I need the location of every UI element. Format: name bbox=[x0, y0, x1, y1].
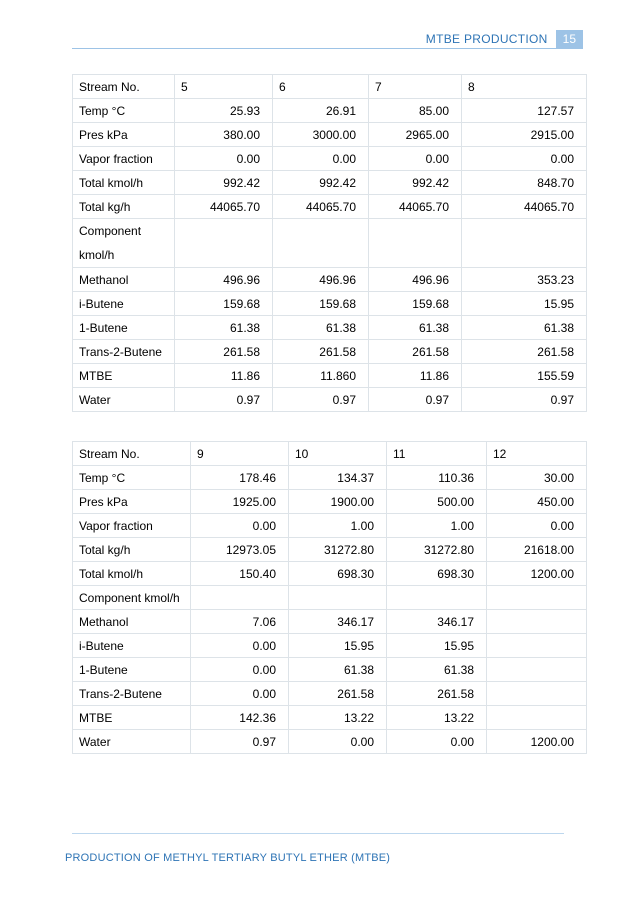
footer-divider bbox=[72, 833, 564, 834]
table-cell: 155.59 bbox=[462, 364, 587, 388]
row-label: MTBE bbox=[73, 364, 175, 388]
table-cell: 1900.00 bbox=[289, 490, 387, 514]
row-label: Trans-2-Butene bbox=[73, 682, 191, 706]
table-cell: 261.58 bbox=[369, 340, 462, 364]
table-cell: 11.86 bbox=[369, 364, 462, 388]
table-cell: 0.97 bbox=[191, 730, 289, 754]
table-cell bbox=[487, 706, 587, 730]
table-cell: 500.00 bbox=[387, 490, 487, 514]
stream-number: 11 bbox=[387, 442, 487, 466]
table-row bbox=[73, 171, 587, 195]
table-cell: 0.97 bbox=[175, 388, 273, 412]
table-cell: 346.17 bbox=[387, 610, 487, 634]
stream-number: 5 bbox=[175, 75, 273, 99]
table-cell: 1200.00 bbox=[487, 730, 587, 754]
row-label: Component kmol/h bbox=[73, 219, 175, 268]
table-cell: 12973.05 bbox=[191, 538, 289, 562]
table-cell bbox=[487, 634, 587, 658]
table-cell: 450.00 bbox=[487, 490, 587, 514]
table-cell: 44065.70 bbox=[462, 195, 587, 219]
page-header bbox=[426, 28, 583, 50]
table-cell bbox=[387, 586, 487, 610]
table-cell: 61.38 bbox=[175, 316, 273, 340]
table-cell: 85.00 bbox=[369, 99, 462, 123]
table-row bbox=[73, 586, 587, 610]
table-row bbox=[73, 658, 587, 682]
table-cell: 134.37 bbox=[289, 466, 387, 490]
table-cell: 2965.00 bbox=[369, 123, 462, 147]
table-cell: 61.38 bbox=[369, 316, 462, 340]
table-cell: 496.96 bbox=[175, 268, 273, 292]
row-label: Pres kPa bbox=[73, 490, 191, 514]
row-label: Trans-2-Butene bbox=[73, 340, 175, 364]
row-label: Pres kPa bbox=[73, 123, 175, 147]
table-cell: 150.40 bbox=[191, 562, 289, 586]
stream-table-1-body bbox=[73, 75, 587, 412]
table-cell: 13.22 bbox=[387, 706, 487, 730]
table-cell: 0.00 bbox=[487, 514, 587, 538]
row-label: i-Butene bbox=[73, 634, 191, 658]
table-row bbox=[73, 514, 587, 538]
stream-number: 9 bbox=[191, 442, 289, 466]
table-cell bbox=[191, 586, 289, 610]
table-cell: 0.00 bbox=[289, 730, 387, 754]
table-cell: 0.00 bbox=[191, 514, 289, 538]
row-label: Vapor fraction bbox=[73, 147, 175, 171]
table-cell: 159.68 bbox=[273, 292, 369, 316]
table-row bbox=[73, 292, 587, 316]
table-row bbox=[73, 219, 587, 268]
stream-number: 6 bbox=[273, 75, 369, 99]
table-cell: 2915.00 bbox=[462, 123, 587, 147]
row-label: Vapor fraction bbox=[73, 514, 191, 538]
table-cell: 346.17 bbox=[289, 610, 387, 634]
table-cell: 261.58 bbox=[273, 340, 369, 364]
table-cell: 1.00 bbox=[289, 514, 387, 538]
page-number: 15 bbox=[556, 30, 583, 48]
table-cell bbox=[487, 682, 587, 706]
row-label: 1-Butene bbox=[73, 658, 191, 682]
table-row bbox=[73, 682, 587, 706]
table-row bbox=[73, 466, 587, 490]
stream-number: 8 bbox=[462, 75, 587, 99]
table-cell: 11.860 bbox=[273, 364, 369, 388]
row-label: MTBE bbox=[73, 706, 191, 730]
table-cell: 31272.80 bbox=[387, 538, 487, 562]
table-row bbox=[73, 316, 587, 340]
row-label: Methanol bbox=[73, 268, 175, 292]
table-cell: 0.00 bbox=[273, 147, 369, 171]
table-cell: 992.42 bbox=[175, 171, 273, 195]
table-row bbox=[73, 634, 587, 658]
table-row bbox=[73, 490, 587, 514]
table-row bbox=[73, 610, 587, 634]
table-cell: 44065.70 bbox=[273, 195, 369, 219]
table-cell: 15.95 bbox=[462, 292, 587, 316]
table-cell: 0.00 bbox=[462, 147, 587, 171]
table-cell: 848.70 bbox=[462, 171, 587, 195]
table-cell: 127.57 bbox=[462, 99, 587, 123]
table-header-row bbox=[73, 442, 587, 466]
row-label: Methanol bbox=[73, 610, 191, 634]
table-cell: 26.91 bbox=[273, 99, 369, 123]
stream-number-label: Stream No. bbox=[73, 75, 175, 99]
table-cell: 0.00 bbox=[175, 147, 273, 171]
table-cell: 353.23 bbox=[462, 268, 587, 292]
row-label: Temp °C bbox=[73, 466, 191, 490]
row-label: Total kmol/h bbox=[73, 171, 175, 195]
stream-number: 12 bbox=[487, 442, 587, 466]
table-cell: 61.38 bbox=[289, 658, 387, 682]
stream-table-1 bbox=[72, 74, 587, 412]
row-label: Water bbox=[73, 388, 175, 412]
table-cell: 61.38 bbox=[273, 316, 369, 340]
table-cell: 0.97 bbox=[369, 388, 462, 412]
table-cell: 15.95 bbox=[387, 634, 487, 658]
table-cell: 142.36 bbox=[191, 706, 289, 730]
table-cell: 992.42 bbox=[273, 171, 369, 195]
row-label: Total kg/h bbox=[73, 195, 175, 219]
table-cell: 25.93 bbox=[175, 99, 273, 123]
header-title: MTBE PRODUCTION bbox=[425, 32, 548, 46]
table-cell: 159.68 bbox=[175, 292, 273, 316]
stream-number: 7 bbox=[369, 75, 462, 99]
table-row bbox=[73, 562, 587, 586]
table-cell bbox=[175, 219, 273, 268]
page-footer: PRODUCTION OF METHYL TERTIARY BUTYL ETHER (MTBE) bbox=[65, 852, 391, 864]
table-row bbox=[73, 268, 587, 292]
table-cell bbox=[273, 219, 369, 268]
table-row bbox=[73, 388, 587, 412]
row-label: Total kmol/h bbox=[73, 562, 191, 586]
table-cell: 0.00 bbox=[191, 658, 289, 682]
row-label: 1-Butene bbox=[73, 316, 175, 340]
table-cell: 0.00 bbox=[191, 682, 289, 706]
table-cell: 110.36 bbox=[387, 466, 487, 490]
table-row bbox=[73, 706, 587, 730]
table-cell: 261.58 bbox=[387, 682, 487, 706]
table-header-row bbox=[73, 75, 587, 99]
table-cell: 698.30 bbox=[289, 562, 387, 586]
table-row bbox=[73, 730, 587, 754]
row-label: Total kg/h bbox=[73, 538, 191, 562]
table-row bbox=[73, 364, 587, 388]
table-cell: 0.97 bbox=[462, 388, 587, 412]
row-label: Water bbox=[73, 730, 191, 754]
table-cell: 159.68 bbox=[369, 292, 462, 316]
table-cell: 496.96 bbox=[273, 268, 369, 292]
table-cell: 1925.00 bbox=[191, 490, 289, 514]
table-cell bbox=[487, 658, 587, 682]
table-cell: 992.42 bbox=[369, 171, 462, 195]
table-cell: 44065.70 bbox=[369, 195, 462, 219]
table-cell bbox=[487, 610, 587, 634]
table-cell: 1200.00 bbox=[487, 562, 587, 586]
table-row bbox=[73, 538, 587, 562]
table-row bbox=[73, 147, 587, 171]
table-cell: 496.96 bbox=[369, 268, 462, 292]
row-label: Temp °C bbox=[73, 99, 175, 123]
table-cell: 31272.80 bbox=[289, 538, 387, 562]
table-row bbox=[73, 340, 587, 364]
table-cell: 21618.00 bbox=[487, 538, 587, 562]
table-cell: 0.00 bbox=[369, 147, 462, 171]
table-cell: 261.58 bbox=[462, 340, 587, 364]
table-cell: 3000.00 bbox=[273, 123, 369, 147]
stream-table-2 bbox=[72, 441, 587, 754]
table-cell: 380.00 bbox=[175, 123, 273, 147]
stream-number: 10 bbox=[289, 442, 387, 466]
table-cell: 0.00 bbox=[387, 730, 487, 754]
table-cell: 30.00 bbox=[487, 466, 587, 490]
stream-table-2-body bbox=[73, 442, 587, 754]
table-row bbox=[73, 99, 587, 123]
table-cell: 15.95 bbox=[289, 634, 387, 658]
table-cell: 261.58 bbox=[175, 340, 273, 364]
table-cell: 61.38 bbox=[387, 658, 487, 682]
row-label: i-Butene bbox=[73, 292, 175, 316]
table-cell: 11.86 bbox=[175, 364, 273, 388]
table-cell: 61.38 bbox=[462, 316, 587, 340]
table-cell: 0.00 bbox=[191, 634, 289, 658]
table-row bbox=[73, 195, 587, 219]
table-cell: 13.22 bbox=[289, 706, 387, 730]
table-cell: 7.06 bbox=[191, 610, 289, 634]
table-cell bbox=[462, 219, 587, 268]
header-divider bbox=[72, 48, 583, 49]
table-cell: 44065.70 bbox=[175, 195, 273, 219]
row-label: Component kmol/h bbox=[73, 586, 191, 610]
table-row bbox=[73, 123, 587, 147]
table-cell: 261.58 bbox=[289, 682, 387, 706]
stream-number-label: Stream No. bbox=[73, 442, 191, 466]
table-cell bbox=[289, 586, 387, 610]
table-cell: 1.00 bbox=[387, 514, 487, 538]
table-cell bbox=[487, 586, 587, 610]
table-cell bbox=[369, 219, 462, 268]
table-cell: 0.97 bbox=[273, 388, 369, 412]
table-cell: 698.30 bbox=[387, 562, 487, 586]
table-cell: 178.46 bbox=[191, 466, 289, 490]
